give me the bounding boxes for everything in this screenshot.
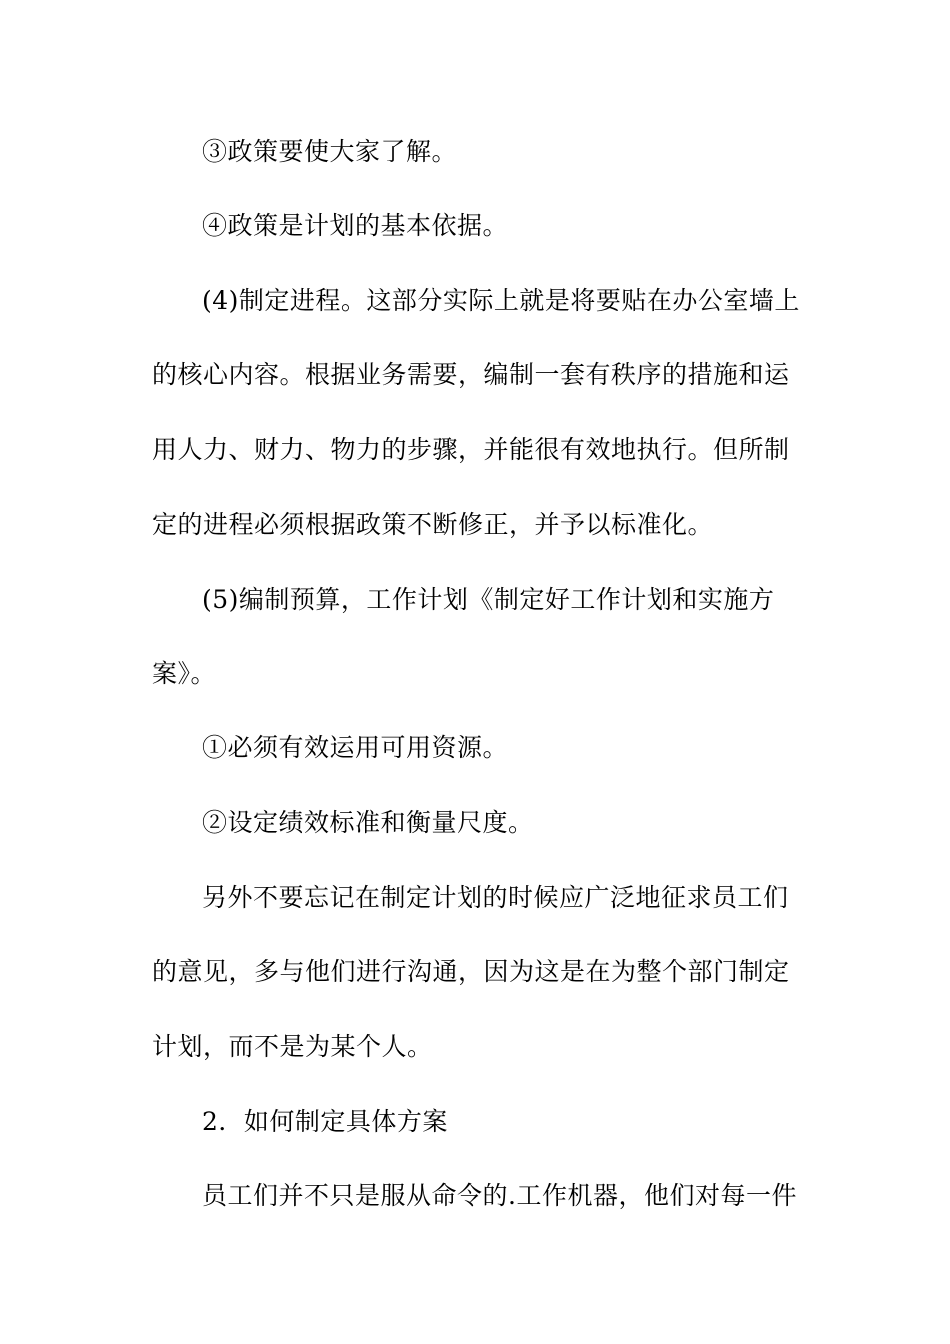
text-line: 案》。 (152, 659, 217, 688)
text-line: ①必须有效运用可用资源。 (202, 733, 509, 762)
text-line: 的意见，多与他们进行沟通，因为这是在为整个部门制定 (152, 957, 790, 986)
text-line: ④政策是计划的基本依据。 (202, 211, 509, 240)
text-line: ③政策要使大家了解。 (202, 137, 458, 166)
text-line: ②设定绩效标准和衡量尺度。 (202, 808, 534, 837)
section-heading: 2．如何制定具体方案 (202, 1107, 448, 1136)
text-line: 定的进程必须根据政策不断修正，并予以标准化。 (152, 510, 714, 539)
text-line: (5)编制预算，工作计划《制定好工作计划和实施方 (202, 585, 775, 614)
text-line: 计划，而不是为某个人。 (152, 1032, 433, 1061)
text-line: 另外不要忘记在制定计划的时候应广泛地征求员工们 (202, 883, 789, 912)
text-line: 用人力、财力、物力的步骤，并能很有效地执行。但所制 (152, 435, 790, 464)
text-line: 员工们并不只是服从命令的.工作机器，他们对每一件 (202, 1181, 797, 1210)
text-line: (4)制定进程。这部分实际上就是将要贴在办公室墙上 (202, 286, 800, 315)
text-line: 的核心内容。根据业务需要，编制一套有秩序的措施和运 (152, 360, 790, 389)
